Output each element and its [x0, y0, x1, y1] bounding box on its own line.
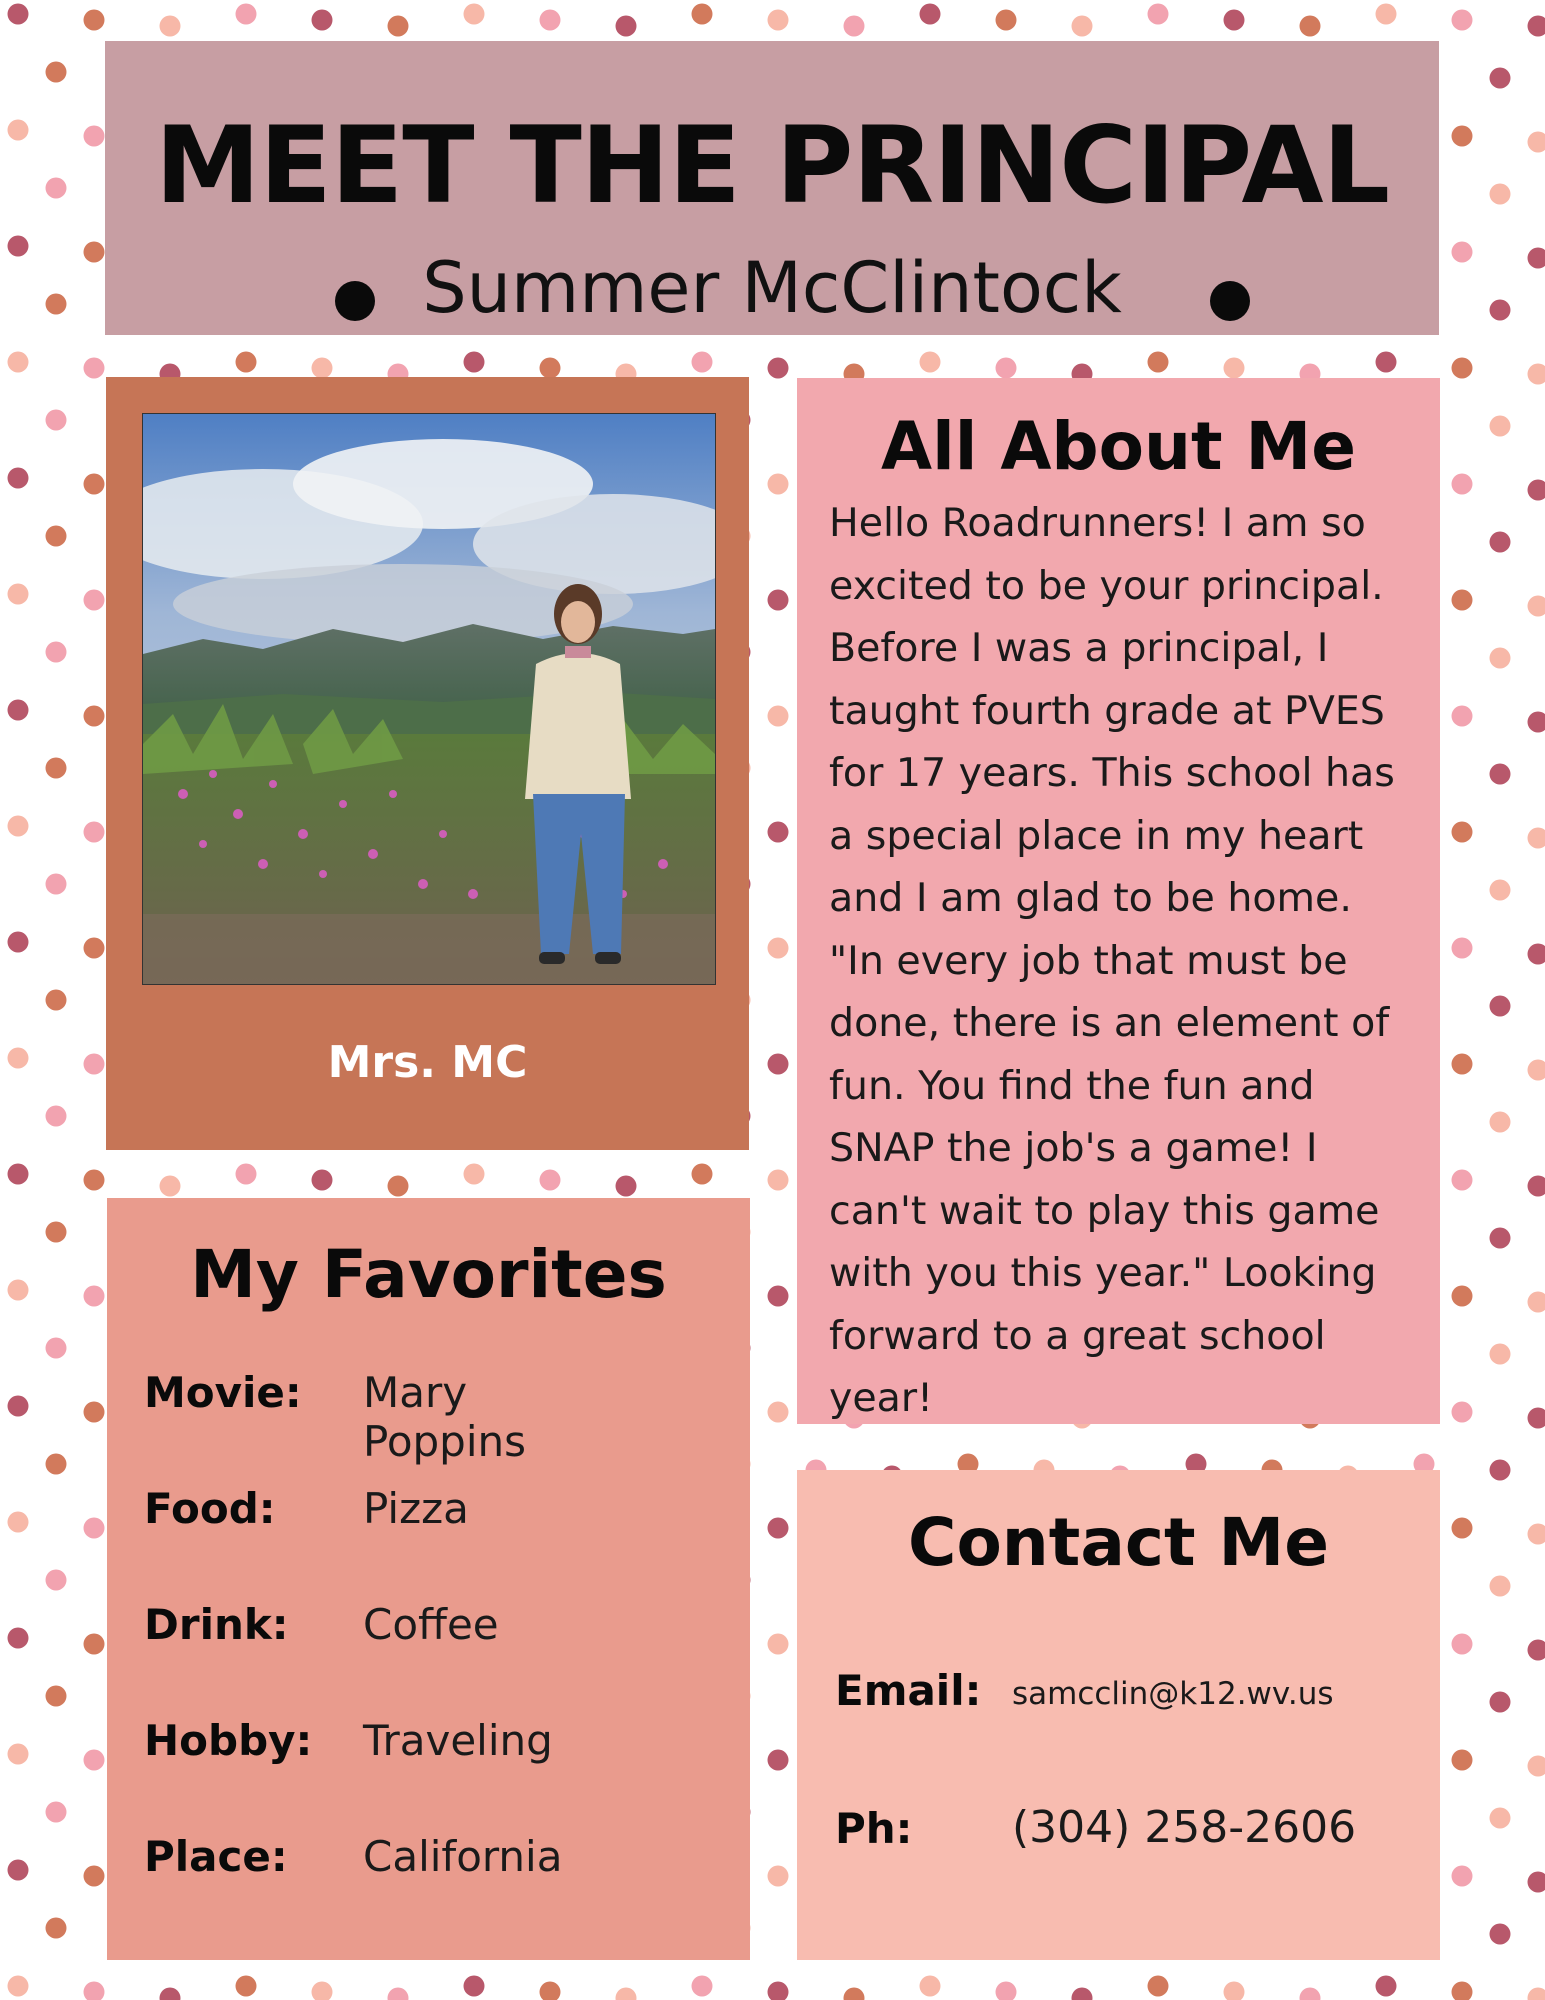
- contact-title: Contact Me: [908, 1504, 1329, 1581]
- photo-caption: Mrs. MC: [327, 1037, 528, 1088]
- principal-photo: [142, 413, 716, 985]
- about-me-title: All About Me: [881, 408, 1356, 485]
- favorite-label: Place:: [144, 1832, 288, 1881]
- email-link[interactable]: samcclin@k12.wv.us: [1012, 1676, 1334, 1712]
- favorite-value: Mary Poppins: [363, 1368, 527, 1466]
- header-banner: [105, 41, 1439, 335]
- about-me-panel: [797, 378, 1440, 1424]
- phone-number[interactable]: (304) 258-2606: [1012, 1802, 1357, 1853]
- about-me-text: Hello Roadrunners! I am so excited to be your principal. Before I was a principal, I taught fourth grade at PVES for 17 years. This school has a special place in my heart and I am glad to be home. "In every job that must be done, there is an element of fun. You find the fun and SNAP the job's a game! I can't wait to play this game with you this year." Looking forward to a great school year!: [829, 500, 1395, 1421]
- phone-label: Ph:: [835, 1804, 913, 1853]
- photo-panel: [106, 377, 749, 1150]
- favorite-label: Food:: [144, 1484, 276, 1533]
- page-title: MEET THE PRINCIPAL: [154, 104, 1390, 227]
- favorite-label: Drink:: [144, 1600, 289, 1649]
- principal-name: Summer McClintock: [422, 247, 1122, 329]
- email-label: Email:: [835, 1666, 982, 1715]
- favorites-title: My Favorites: [190, 1236, 667, 1313]
- contact-panel: [797, 1470, 1440, 1960]
- favorite-value: Pizza: [363, 1484, 469, 1533]
- favorite-value: California: [363, 1832, 563, 1881]
- favorites-panel: [107, 1198, 750, 1960]
- favorite-label: Hobby:: [144, 1716, 313, 1765]
- favorite-value: Coffee: [363, 1600, 499, 1649]
- favorite-value: Traveling: [363, 1716, 553, 1765]
- bullet-dot-icon: [1210, 281, 1250, 321]
- favorite-label: Movie:: [144, 1368, 302, 1417]
